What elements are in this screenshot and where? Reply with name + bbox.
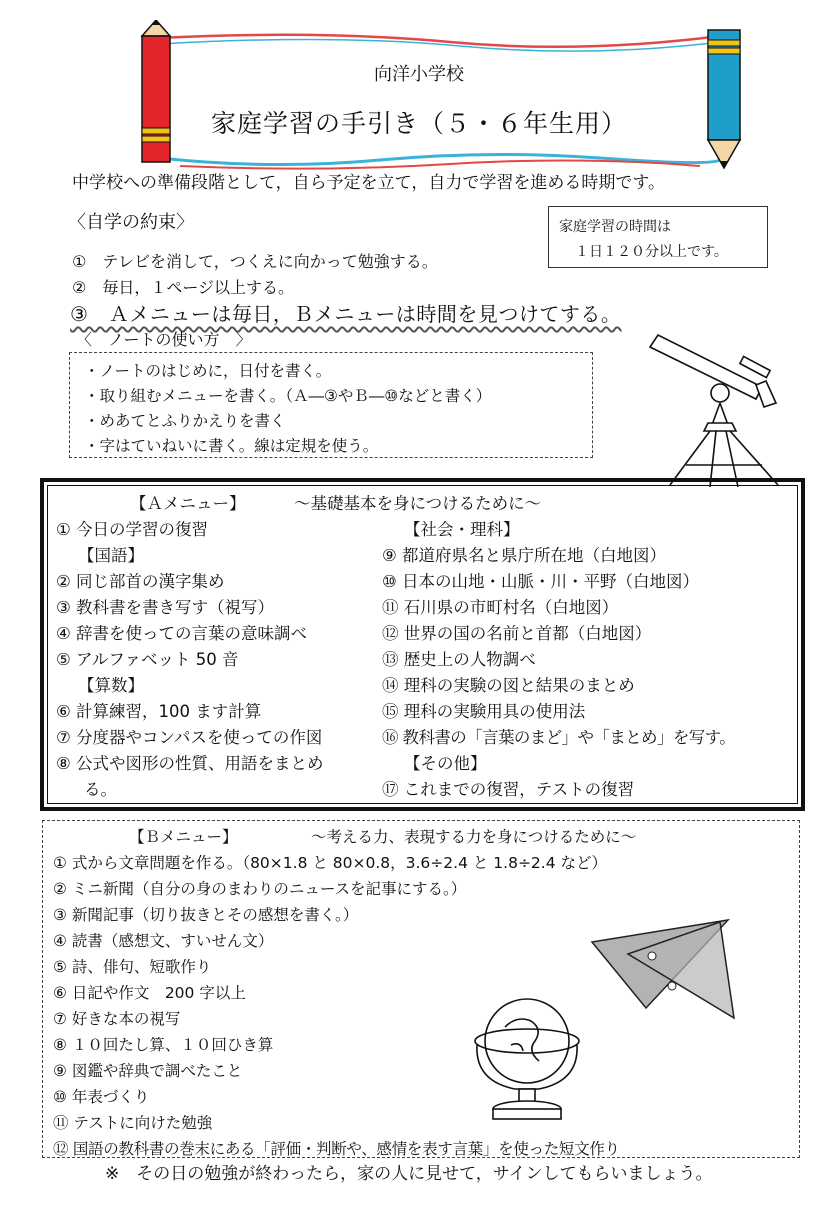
b-menu-subtitle: ～考える力、表現する力を身につけるために～ [311, 828, 637, 846]
a-menu-item: ⑨ 都道府県名と県庁所在地（白地図） [382, 546, 667, 565]
a-menu-category: 【その他】 [404, 754, 487, 773]
ribbon-bottom [160, 154, 720, 164]
b-menu-item: ⑥ 日記や作文 200 字以上 [53, 984, 246, 1002]
b-menu-item: ⑦ 好きな本の視写 [53, 1010, 181, 1028]
a-menu-category: 【国語】 [78, 546, 144, 565]
b-menu-item: ⑩ 年表づくり [53, 1088, 150, 1106]
telescope-icon [640, 325, 790, 490]
a-menu-item: ⑮ 理科の実験用具の使用法 [382, 702, 586, 721]
b-menu-item: ① 式から文章問題を作る。（80×1.8 と 80×0.8，3.6÷2.4 と 1.8÷2.4 など） [53, 854, 608, 872]
a-menu-item: ⑫ 世界の国の名前と首都（白地図） [382, 624, 652, 643]
promise-heading: 〈自学の約束〉 [68, 212, 194, 233]
b-menu-item: ④ 読書（感想文、すいせん文） [53, 932, 274, 950]
intro-text: 中学校への準備段階として，自ら予定を立て，自力で学習を進める時期です。 [72, 173, 665, 193]
globe-icon [465, 985, 590, 1125]
notebook-box [69, 352, 593, 458]
a-menu-item: ⑬ 歴史上の人物調べ [382, 650, 536, 669]
b-menu-title: 【Ｂメニュー】 [129, 828, 238, 846]
notebook-item: ・めあてとふりかえりを書く [84, 412, 286, 430]
footer-note: ※ その日の勉強が終わったら，家の人に見せて，サインしてもらいましょう。 [105, 1164, 713, 1184]
study-time-box [548, 206, 768, 268]
a-menu-item: ⑥ 計算練習，100 ます計算 [56, 702, 262, 721]
a-menu-item: ② 同じ部首の漢字集め [56, 572, 225, 591]
a-menu-item: ④ 辞書を使っての言葉の意味調べ [56, 624, 308, 643]
a-menu-item: ⑧ 公式や図形の性質、用語をまとめ [56, 754, 324, 773]
b-menu-item: ⑤ 詩、俳句、短歌作り [53, 958, 212, 976]
a-menu-item: ① 今日の学習の復習 [56, 520, 209, 539]
page-title: 家庭学習の手引き（５・６年生用） [210, 109, 627, 138]
b-menu-item: ③ 新聞記事（切り抜きとその感想を書く。） [53, 906, 359, 924]
b-menu-item: ⑧ １０回たし算、１０回ひき算 [53, 1036, 274, 1054]
notebook-item: ・ノートのはじめに，日付を書く。 [84, 362, 332, 380]
title-banner [120, 20, 760, 180]
rule-item-emphasis: ③ Ａメニューは毎日，Ｂメニューは時間を見つけてする。 [70, 302, 622, 326]
study-time-line1: 家庭学習の時間は [559, 219, 671, 235]
set-square-icon [588, 918, 738, 1024]
study-time-line2: １日１２０分以上です。 [575, 244, 728, 260]
a-menu-category: 【社会・理科】 [404, 520, 520, 539]
a-menu-item: ⑤ アルファベット 50 音 [56, 650, 239, 669]
a-menu-item: ⑭ 理科の実験の図と結果のまとめ [382, 676, 635, 695]
a-menu-item: ⑯ 教科書の「言葉のまど」や「まとめ」を写す。 [382, 728, 736, 747]
b-menu-item: ② ミニ新聞（自分の身のまわりのニュースを記事にする。） [53, 880, 467, 898]
a-menu-item: ⑪ 石川県の市町村名（白地図） [382, 598, 619, 617]
a-menu-box [40, 478, 805, 811]
b-menu-item: ⑫ 国語の教科書の巻末にある「評価・判断や、感情を表す言葉」を使った短文作り [53, 1140, 620, 1158]
rule-item: ② 毎日，１ページ以上する。 [72, 278, 295, 297]
b-menu-item: ⑪ テストに向けた勉強 [53, 1114, 213, 1132]
blue-pencil-icon [708, 30, 740, 168]
a-menu-subtitle: ～基礎基本を身につけるために～ [294, 494, 542, 513]
a-menu-item: ③ 教科書を書き写す（視写） [56, 598, 275, 617]
notebook-item: ・字はていねいに書く。線は定規を使う。 [84, 437, 379, 455]
notebook-item: ・取り組むメニューを書く。（Ａ―③やＢ―⑩などと書く） [84, 387, 492, 405]
a-menu-item-cont: る。 [84, 780, 117, 799]
a-menu-item: ⑩ 日本の山地・山脈・川・平野（白地図） [382, 572, 700, 591]
a-menu-category: 【算数】 [78, 676, 144, 695]
notebook-heading: 〈 ノートの使い方 〉 [76, 330, 252, 349]
b-menu-item: ⑨ 図鑑や辞典で調べたこと [53, 1062, 243, 1080]
rule-item: ① テレビを消して，つくえに向かって勉強する。 [72, 252, 438, 271]
red-pencil-icon [142, 20, 170, 162]
a-menu-title: 【Ａメニュー】 [130, 494, 246, 513]
a-menu-item: ⑰ これまでの復習，テストの復習 [382, 780, 635, 799]
school-name: 向洋小学校 [374, 64, 464, 85]
a-menu-item: ⑦ 分度器やコンパスを使っての作図 [56, 728, 323, 747]
